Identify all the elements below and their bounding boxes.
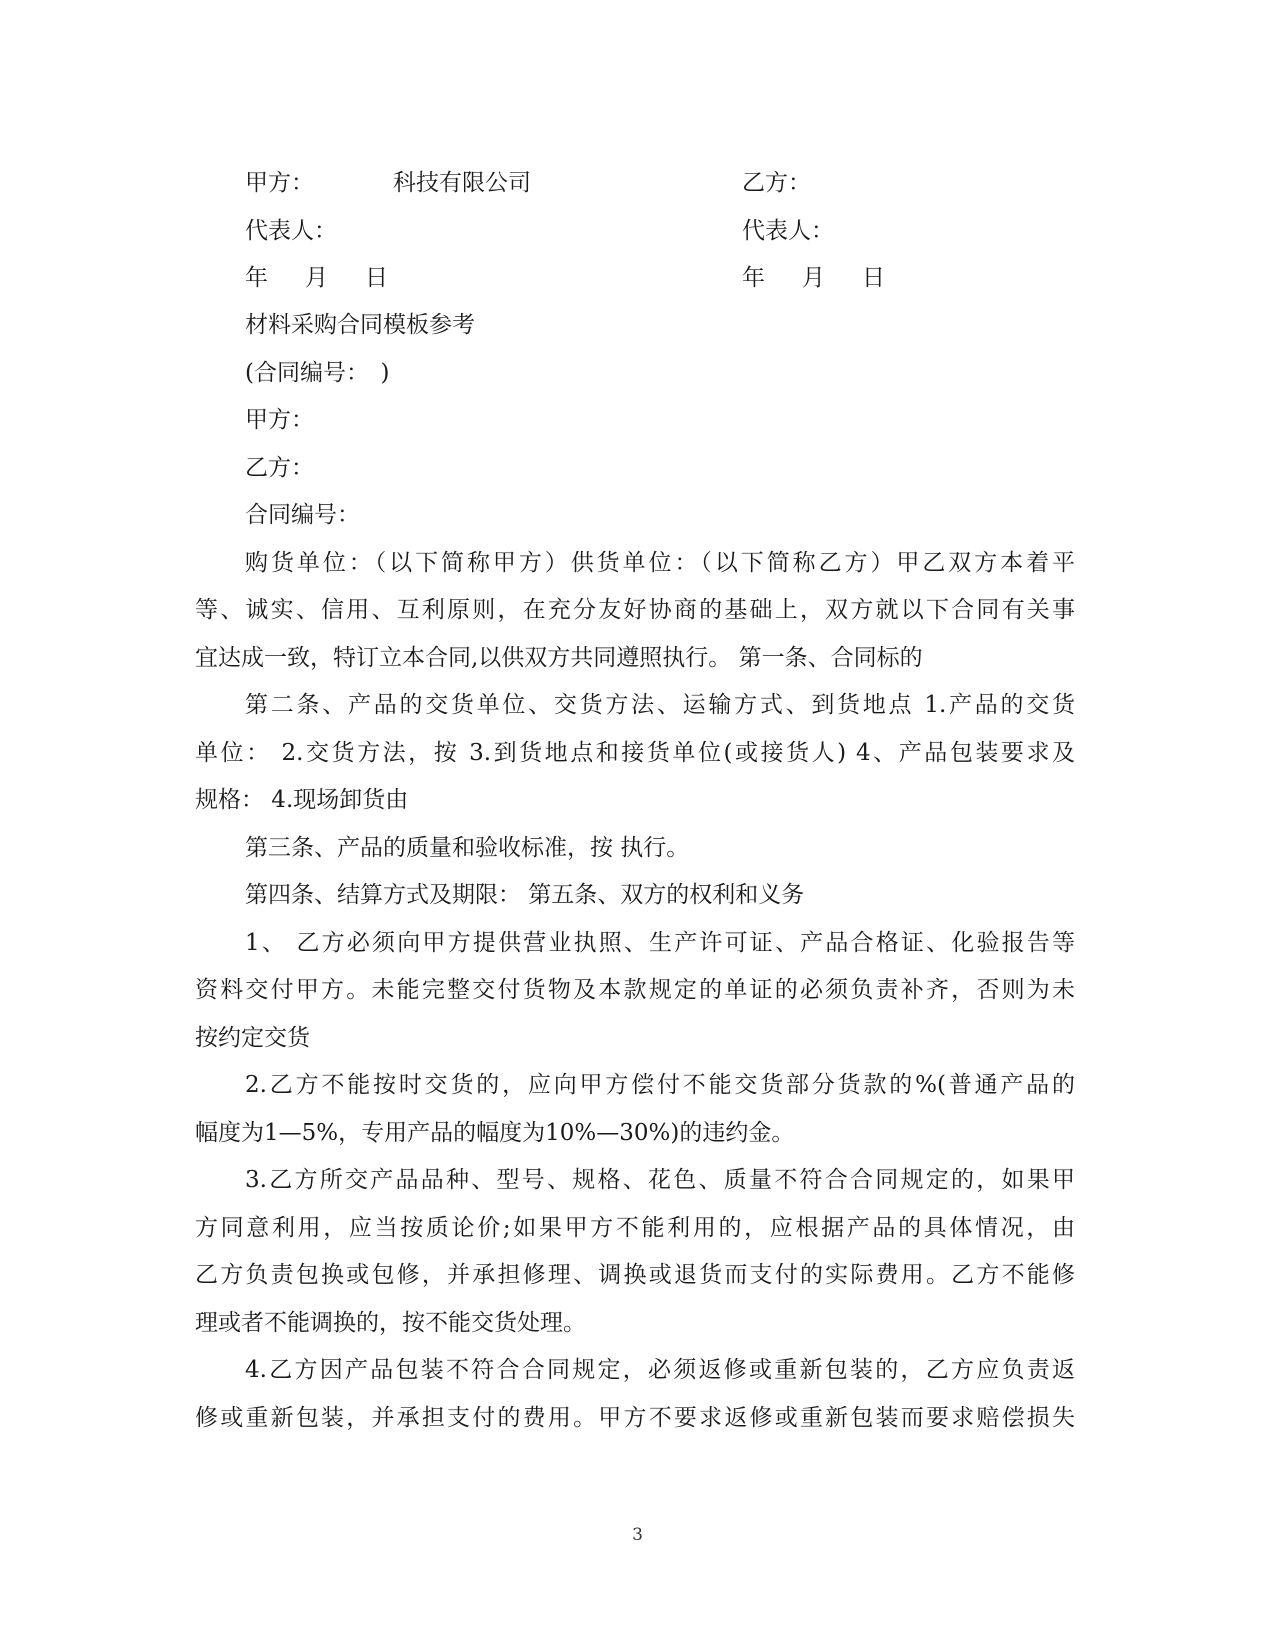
text-line: 4.乙方因产品包装不符合合同规定，必须返修或重新包装的，乙方应负责返 — [245, 1357, 1075, 1383]
date-row — [245, 263, 945, 311]
party-b-label: 乙方： — [742, 170, 811, 196]
date-b — [742, 263, 885, 293]
text-line: 理或者不能调换的，按不能交货处理。 — [195, 1309, 586, 1336]
party-a-line: 甲方： — [245, 407, 314, 433]
text-line: 单位： 2.交货方法，按 3.到货地点和接货单位(或接货人) 4、产品包装要求及 — [195, 739, 1075, 766]
date-b-day: 日 — [862, 265, 885, 291]
text-line: 1、 乙方必须向甲方提供营业执照、生产许可证、产品合格证、化验报告等 — [245, 929, 1075, 956]
signature-block — [245, 168, 945, 311]
text-line: 第二条、产品的交货单位、交货方法、运输方式、到货地点 1.产品的交货 — [245, 692, 1075, 718]
party-row — [245, 168, 945, 216]
representative-row — [245, 216, 945, 264]
contract-number-line: 合同编号： — [245, 502, 360, 528]
text-line: 规格： 4.现场卸货由 — [195, 787, 409, 813]
text-line: 第四条、结算方式及期限： 第五条、双方的权利和义务 — [245, 882, 805, 908]
text-line: 宜达成一致，特订立本合同,以供双方共同遵照执行。 第一条、合同标的 — [195, 644, 923, 671]
text-line: 2.乙方不能按时交货的，应向甲方偿付不能交货部分货款的%(普通产品的 — [245, 1072, 1075, 1098]
date-a-year: 年 — [245, 265, 268, 291]
contract-number-note: (合同编号： ) — [245, 359, 390, 386]
text-line: 乙方负责包换或包修，并承担修理、调换或退货而支付的实际费用。乙方不能修 — [195, 1262, 1075, 1288]
date-a-month: 月 — [305, 265, 328, 291]
party-a-company: 科技有限公司 — [393, 170, 531, 196]
party-a-label: 甲方： — [245, 170, 314, 196]
text-line: 修或重新包装，并承担支付的费用。甲方不要求返修或重新包装而要求赔偿损失 — [195, 1404, 1075, 1431]
text-line: 3.乙方所交产品品种、型号、规格、花色、质量不符合合同规定的，如果甲 — [245, 1167, 1075, 1193]
party-b-line: 乙方： — [245, 454, 314, 481]
rep-a-label: 代表人： — [245, 217, 337, 244]
rep-b-label: 代表人： — [742, 217, 834, 244]
text-line: 方同意利用，应当按质论价;如果甲方不能利用的，应根据产品的具体情况，由 — [195, 1214, 1075, 1241]
date-a — [245, 263, 388, 293]
date-a-day: 日 — [365, 265, 388, 291]
text-line: 第三条、产品的质量和验收标准，按 执行。 — [245, 834, 690, 861]
date-b-month: 月 — [802, 265, 825, 291]
contract-body — [195, 310, 1075, 1450]
text-line: 等、诚实、信用、互利原则，在充分友好协商的基础上，双方就以下合同有关事 — [195, 597, 1075, 623]
text-line: 幅度为1—5%，专用产品的幅度为10%—30%)的违约金。 — [195, 1119, 795, 1146]
document-title: 材料采购合同模板参考 — [245, 312, 475, 338]
date-b-year: 年 — [742, 265, 765, 291]
text-line: 按约定交货 — [195, 1024, 310, 1051]
text-line: 购货单位：（以下简称甲方）供货单位：（以下简称乙方）甲乙双方本着平 — [245, 549, 1075, 576]
page-number: 3 — [632, 1525, 643, 1545]
text-line: 资料交付甲方。未能完整交付货物及本款规定的单证的必须负责补齐，否则为未 — [195, 977, 1075, 1003]
